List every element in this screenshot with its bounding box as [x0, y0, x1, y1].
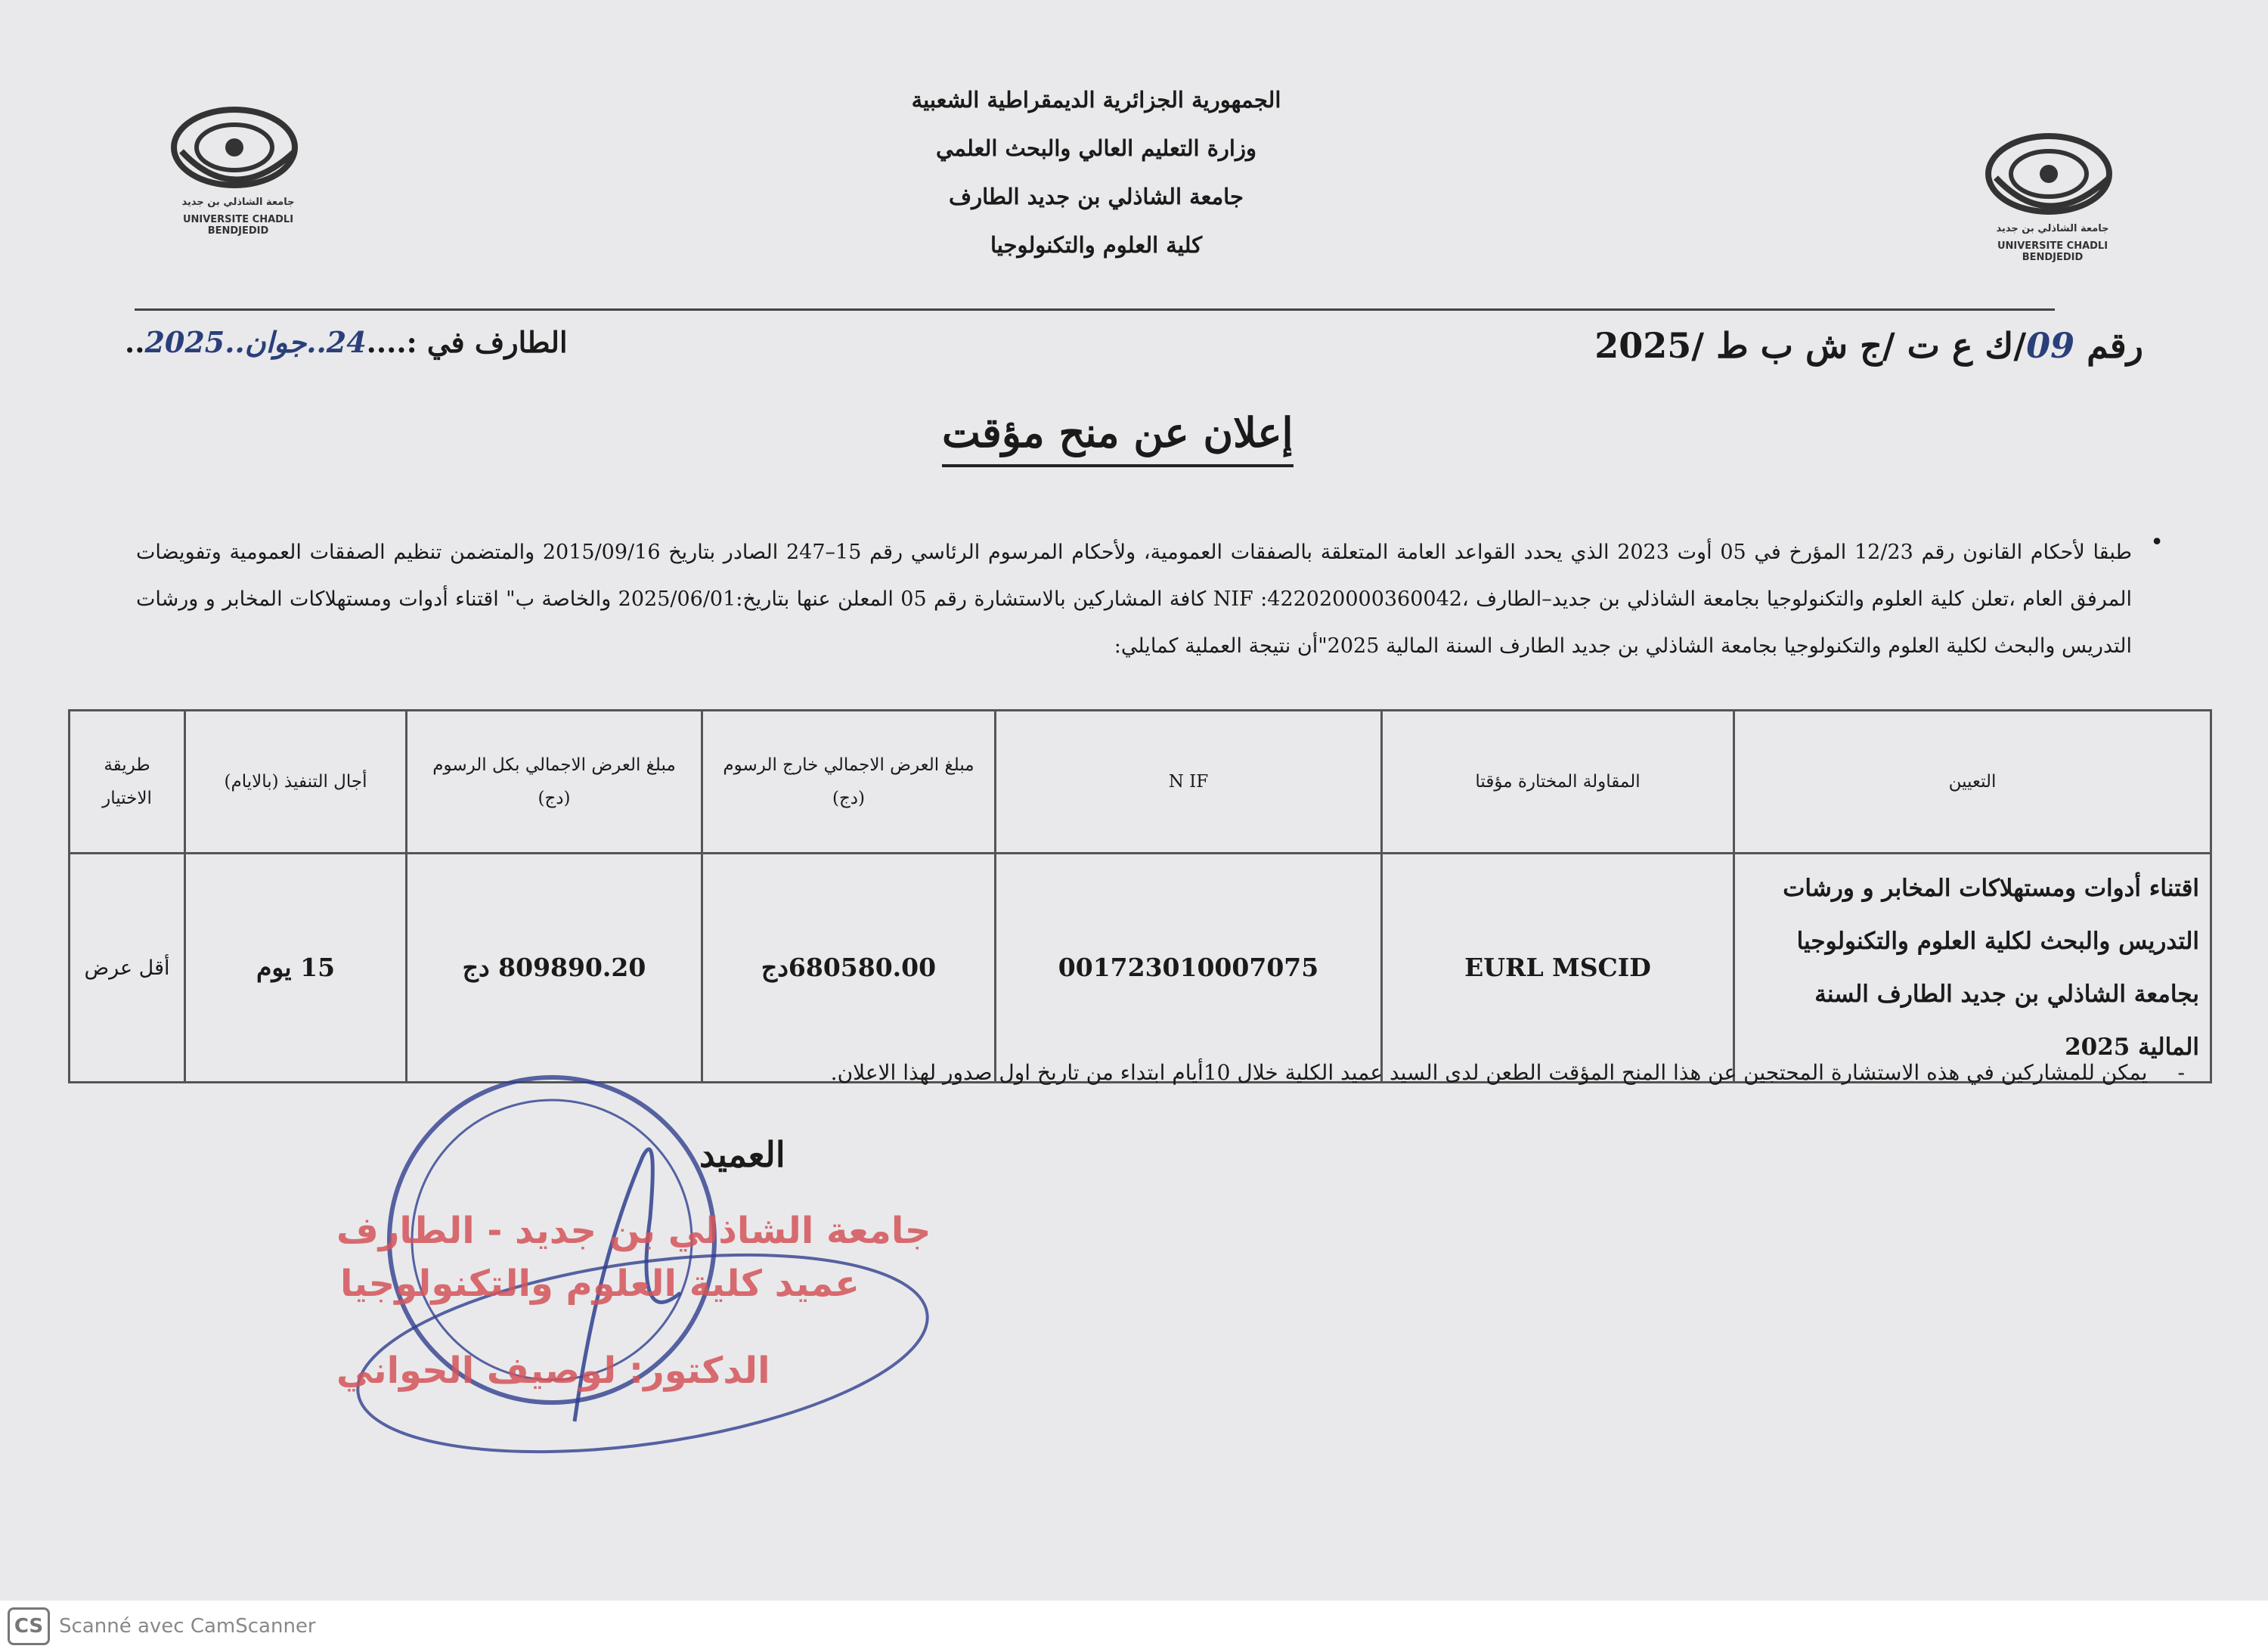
faculty-line: كلية العلوم والتكنولوجيا — [990, 232, 1203, 258]
dean-signature-label: العميد — [699, 1134, 785, 1175]
table-cell-delay: 15 يوم — [185, 854, 407, 1083]
bullet-icon: • — [2150, 529, 2164, 556]
ref-suffix: /ك ع ت /ج ش ب ط /2025 — [1594, 325, 2027, 366]
university-line: جامعة الشاذلي بن جديد الطارف — [949, 184, 1244, 209]
logo-french-text: UNIVERSITE CHADLI BENDJEDID — [1997, 240, 2108, 263]
table-header: N IF — [996, 711, 1382, 854]
scanner-footer — [0, 1601, 2268, 1652]
table-header: طريقة الاختيار — [70, 711, 185, 854]
announcement-body: طبقا لأحكام القانون رقم 12/23 المؤرخ في 05 أوت 2023 الذي يحدد القواعد العامة المتعلقة بالصفقات العمومية، ولأحكام المرسوم الرئاسي رقم 15–247 الصادر بتاريخ 2015/09/16 والمتضمن تنظيم الصفقات العمومية وتفويضات المرفق العام ،تعلن كلية العلوم والتكنولوجيا بجامعة الشاذلي بن جديد–الطارف ،NIF :422020000360042 كافة المشاركين بالاستشارة رقم 05 المعلن عنها بتاريخ:2025/06/01 والخاصة ب" اقتناء أدوات ومستهلاكات المخابر و ورشات التدريس والبحث لكلية العلوم والتكنولوجيا بجامعة الشاذلي بن جديد الطارف السنة المالية 2025"أن نتيجة العملية كمايلي: — [136, 541, 2132, 658]
table-header: مبلغ العرض الاجمالي بكل الرسوم (دج) — [407, 711, 702, 854]
logo-french-text: UNIVERSITE CHADLI BENDJEDID — [182, 214, 294, 237]
table-cell-designation: اقتناء أدوات ومستهلاكات المخابر و ورشات التدريس والبحث لكلية العلوم والتكنولوجيا بجامعة الشاذلي بن جديد الطارف السنة المالية 2025 — [1734, 854, 2211, 1083]
camscanner-icon: CS — [8, 1607, 50, 1645]
table-cell-contractor: EURL MSCID — [1382, 854, 1734, 1083]
logo-arabic-text: جامعة الشاذلي بن جديد — [181, 197, 295, 208]
date-year: 2025 — [144, 325, 225, 359]
table-cell-amount-ttc: 809890.20 دج — [407, 854, 702, 1083]
letterhead — [756, 76, 1436, 269]
camscanner-label: Scanné avec CamScanner — [59, 1615, 316, 1638]
award-table — [68, 709, 2212, 1083]
table-cell-selection-method: أقل عرض — [70, 854, 185, 1083]
ref-prefix: رقم — [2087, 325, 2143, 366]
table-header: أجال التنفيذ (بالايام) — [185, 711, 407, 854]
reference-number — [1594, 325, 2143, 366]
stamp-text-doctor: الدكتور: لوصيف الحواني — [336, 1350, 770, 1392]
table-cell-amount-ht: 680580.00دج — [702, 854, 996, 1083]
table-header: مبلغ العرض الاجمالي خارج الرسوم (دج) — [702, 711, 996, 854]
stamp-text-university: جامعة الشاذلي بن جديد - الطارف — [336, 1210, 931, 1252]
university-logo-right — [1966, 121, 2139, 272]
table-row — [70, 854, 2211, 1083]
republic-line: الجمهورية الجزائرية الديمقراطية الشعبية — [911, 87, 1281, 113]
ministry-line: وزارة التعليم العالي والبحث العلمي — [936, 135, 1256, 161]
logo-emblem-icon — [1966, 121, 2139, 234]
place-date: الطارف في :....24..جوان..2025.. — [125, 325, 568, 359]
table-header-row — [70, 711, 2211, 854]
university-logo-left — [151, 95, 325, 246]
date-prefix: الطارف في :.... — [366, 325, 568, 359]
table-header: المقاولة المختارة مؤقتا — [1382, 711, 1734, 854]
announcement-title: إعلان عن منح مؤقت — [942, 408, 1294, 467]
stamp-text-dean: عميد كلية العلوم والتكنولوجيا — [340, 1263, 860, 1305]
ref-handwritten-number: 09 — [2026, 325, 2075, 366]
table-cell-nif: 001723010007075 — [996, 854, 1382, 1083]
date-day: 24 — [326, 325, 367, 359]
logo-emblem-icon — [151, 95, 325, 208]
table-header: التعيين — [1734, 711, 2211, 854]
logo-arabic-text: جامعة الشاذلي بن جديد — [1996, 223, 2109, 234]
appeal-note: -يمكن للمشاركين في هذه الاستشارة المحتجين عن هذا المنح المؤقت الطعن لدى السيد عميد الكلية خلال 10أيام ابتداء من تاريخ اول صدور لهذا الاعلان. — [830, 1060, 2185, 1085]
date-month: جوان — [244, 325, 307, 359]
header-divider — [135, 308, 2055, 311]
appeal-note-text: يمكن للمشاركين في هذه الاستشارة المحتجين عن هذا المنح المؤقت الطعن لدى السيد عميد الكلية خلال 10أيام ابتداء من تاريخ اول صدور لهذا الاعلان. — [830, 1060, 2148, 1085]
